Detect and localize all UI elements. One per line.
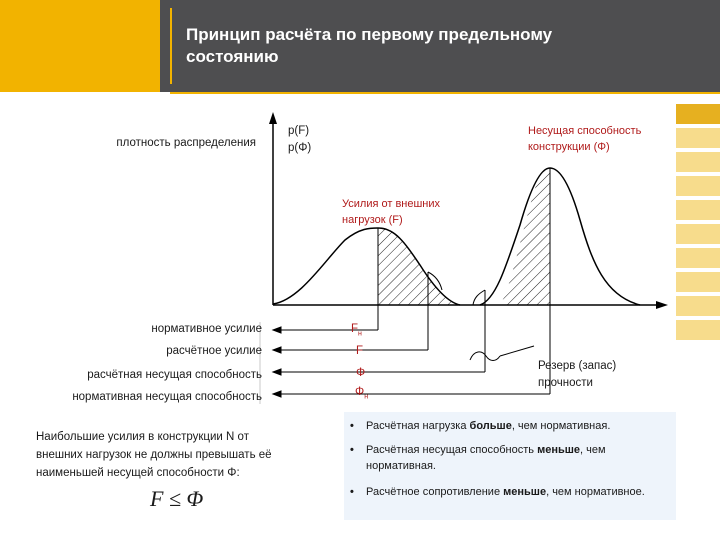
symbol-design-force: F [356,345,364,357]
note-line: внешних нагрузок не должны превышать её [36,449,272,461]
capacity-annotation [528,123,641,155]
note-line: Наибольшие усилия в конструкции N от [36,431,249,443]
level-label-design-force: расчётное усилие [166,345,262,357]
symbol-letter: F [351,323,359,335]
bullet-icon: • [350,444,354,456]
symbol-design-capacity: Φ [356,367,366,379]
bullet-icon: • [350,486,354,498]
bullet-emphasis: больше [469,420,512,432]
symbol-subscript: н [364,393,369,401]
capacity-curve-hatched [500,168,550,305]
bullet-list-panel [344,412,676,520]
level-label-normative-force: нормативное усилие [151,323,262,335]
bullet-text-part: , чем нормативное. [546,486,645,498]
loads-annotation-line: Усилия от внешних [342,198,441,210]
loads-annotation-line: нагрузок (F) [342,214,403,226]
bullet-text-part: , чем нормативная. [366,444,606,472]
y-axis [269,112,277,305]
pf-axis-label: p(F) [288,125,310,137]
bullet-text [366,418,674,434]
density-axis-label: плотность распределения [116,137,256,149]
bullet-text-part: Расчётное сопротивление [366,486,504,498]
condition-note [36,428,326,482]
reserve-annotation-line: Резерв (запас) [538,360,617,372]
bullet-text-part: , чем нормативная. [511,420,611,432]
bullet-text [366,484,674,500]
bullet-emphasis: меньше [537,444,581,456]
level-arrows [273,327,550,397]
load-curve-hatched [378,228,460,305]
reserve-annotation [538,358,616,392]
symbol-normative-capacity [355,385,368,404]
level-label-design-capacity: расчётная несущая способность [87,369,262,381]
symbol-letter: Φ [355,386,365,398]
slide-title: Принцип расчёта по первому предельному состоянию [186,25,553,66]
x-axis [273,301,668,309]
bullet-text [366,442,674,474]
symbol-subscript: н [358,330,362,338]
pphi-axis-label: p(Φ) [288,142,312,154]
loads-annotation [342,196,440,228]
reserve-annotation-line: прочности [538,377,593,389]
capacity-distribution-curve [480,168,640,305]
bullet-text-part: Расчётная нагрузка [366,420,470,432]
limit-state-formula: F ≤ Φ [150,486,204,511]
symbol-normative-force [351,322,362,341]
bullet-icon: • [350,420,354,432]
note-line: наименьшей несущей способности Φ: [36,467,240,479]
capacity-annotation-line: Несущая способность [528,125,642,137]
level-label-normative-capacity: нормативная несущая способность [72,391,262,403]
bullet-text-part: Расчётная несущая способность [366,444,538,456]
bullet-emphasis: меньше [503,486,547,498]
capacity-annotation-line: конструкции (Φ) [528,141,610,153]
reserve-bracket [470,346,534,361]
